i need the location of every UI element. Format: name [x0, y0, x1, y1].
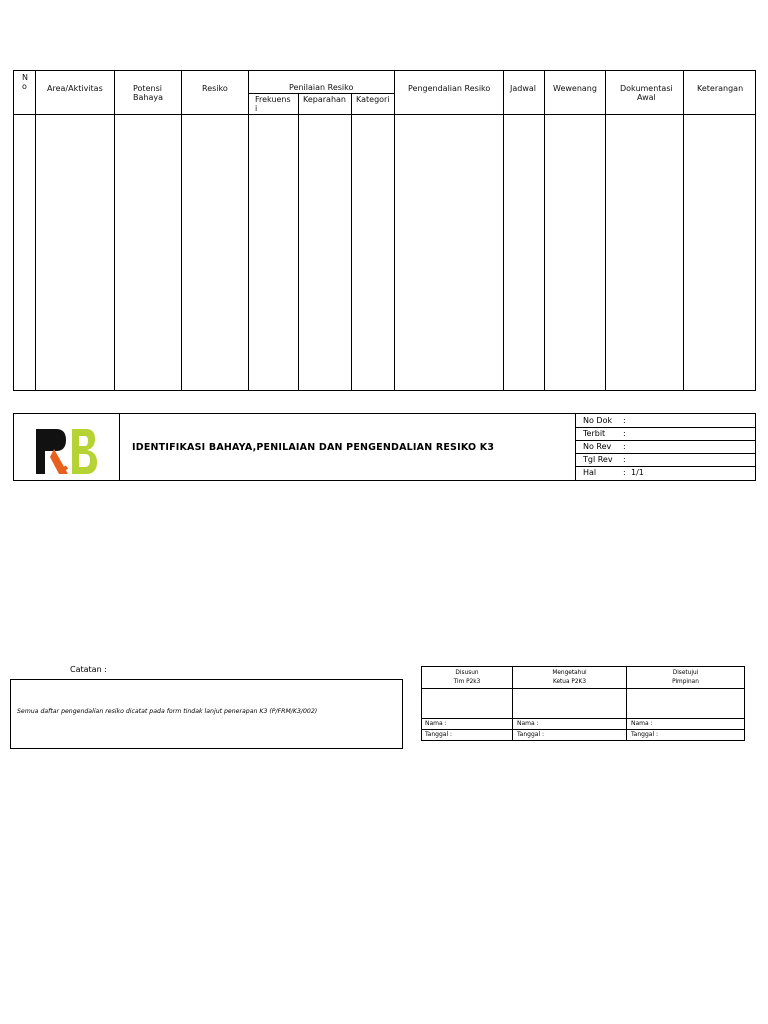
meta-tgl-rev [583, 453, 631, 466]
approval-table [421, 666, 745, 741]
col-header-keparahan: Keparahan [303, 95, 346, 104]
meta-label: No Rev [583, 442, 612, 451]
meta-no-dok [583, 414, 631, 427]
col-divider [114, 71, 115, 390]
meta-colon: : [623, 468, 626, 477]
col-divider [394, 71, 395, 390]
col-header-no: N o [22, 73, 28, 91]
meta-colon: : [623, 416, 626, 425]
col-header-area: Area/Aktivitas [47, 84, 103, 93]
meta-colon: : [623, 429, 626, 438]
col-divider [503, 71, 504, 390]
col-divider [35, 71, 36, 390]
col-divider [544, 71, 545, 390]
col-header-frekuensi: Frekuens i [255, 95, 291, 113]
penilaian-subheader-rule [248, 93, 394, 94]
meta-label: Terbit [583, 429, 606, 438]
col-divider [248, 71, 249, 390]
approval-head-disusun: Disusun Tim P2k3 [453, 670, 481, 685]
col-header-potensi: Potensi Bahaya [133, 84, 163, 102]
col-header-kategori: Kategori [356, 95, 390, 104]
meta-terbit [583, 427, 631, 440]
note-box [10, 679, 403, 749]
col-header-jadwal: Jadwal [510, 84, 537, 93]
approval-nama: Nama : [517, 720, 539, 727]
document-header [13, 413, 756, 481]
col-divider [605, 71, 606, 390]
approval-head-mengetahui: Mengetahui Ketua P2K3 [552, 670, 587, 685]
approval-nama: Nama : [425, 720, 447, 727]
col-header-pengendalian: Pengendalian Resiko [408, 84, 491, 93]
col-header-wewenang: Wewenang [553, 84, 597, 93]
logo-cell [14, 414, 120, 480]
meta-value: 1/1 [631, 468, 644, 477]
meta-hal [583, 466, 644, 479]
col-header-penilaian: Penilaian Resiko [289, 83, 354, 92]
approval-rule [422, 718, 744, 719]
document-title: IDENTIFIKASI BAHAYA,PENILAIAN DAN PENGENDALIAN RESIKO K3 [132, 442, 495, 453]
col-divider [181, 71, 182, 390]
company-logo [34, 427, 100, 477]
note-text: Semua daftar pengendalian resiko dicatat pada form tindak lanjut penerapan K3 (P/FRM/K3/002) [17, 708, 318, 715]
approval-tanggal: Tanggal : [631, 731, 659, 738]
meta-colon: : [623, 442, 626, 451]
meta-divider [575, 414, 576, 480]
meta-label: Hal [583, 468, 597, 477]
col-divider [298, 93, 299, 390]
approval-rule [422, 688, 744, 689]
approval-rule [422, 729, 744, 730]
meta-colon: : [623, 455, 626, 464]
col-divider [351, 93, 352, 390]
note-label: Catatan : [70, 665, 107, 674]
col-header-resiko: Resiko [202, 84, 228, 93]
approval-head-disetujui: Disetujui Pimpinan [672, 670, 699, 685]
approval-nama: Nama : [631, 720, 653, 727]
col-header-dokumentasi: Dokumentasi Awal [620, 84, 673, 102]
col-header-keterangan: Keterangan [697, 84, 744, 93]
header-bottom-rule [14, 114, 755, 115]
risk-assessment-table [13, 70, 756, 391]
meta-label: Tgl Rev [583, 455, 613, 464]
approval-tanggal: Tanggal : [517, 731, 545, 738]
col-divider [683, 71, 684, 390]
meta-no-rev [583, 440, 631, 453]
approval-tanggal: Tanggal : [425, 731, 453, 738]
meta-label: No Dok [583, 416, 613, 425]
